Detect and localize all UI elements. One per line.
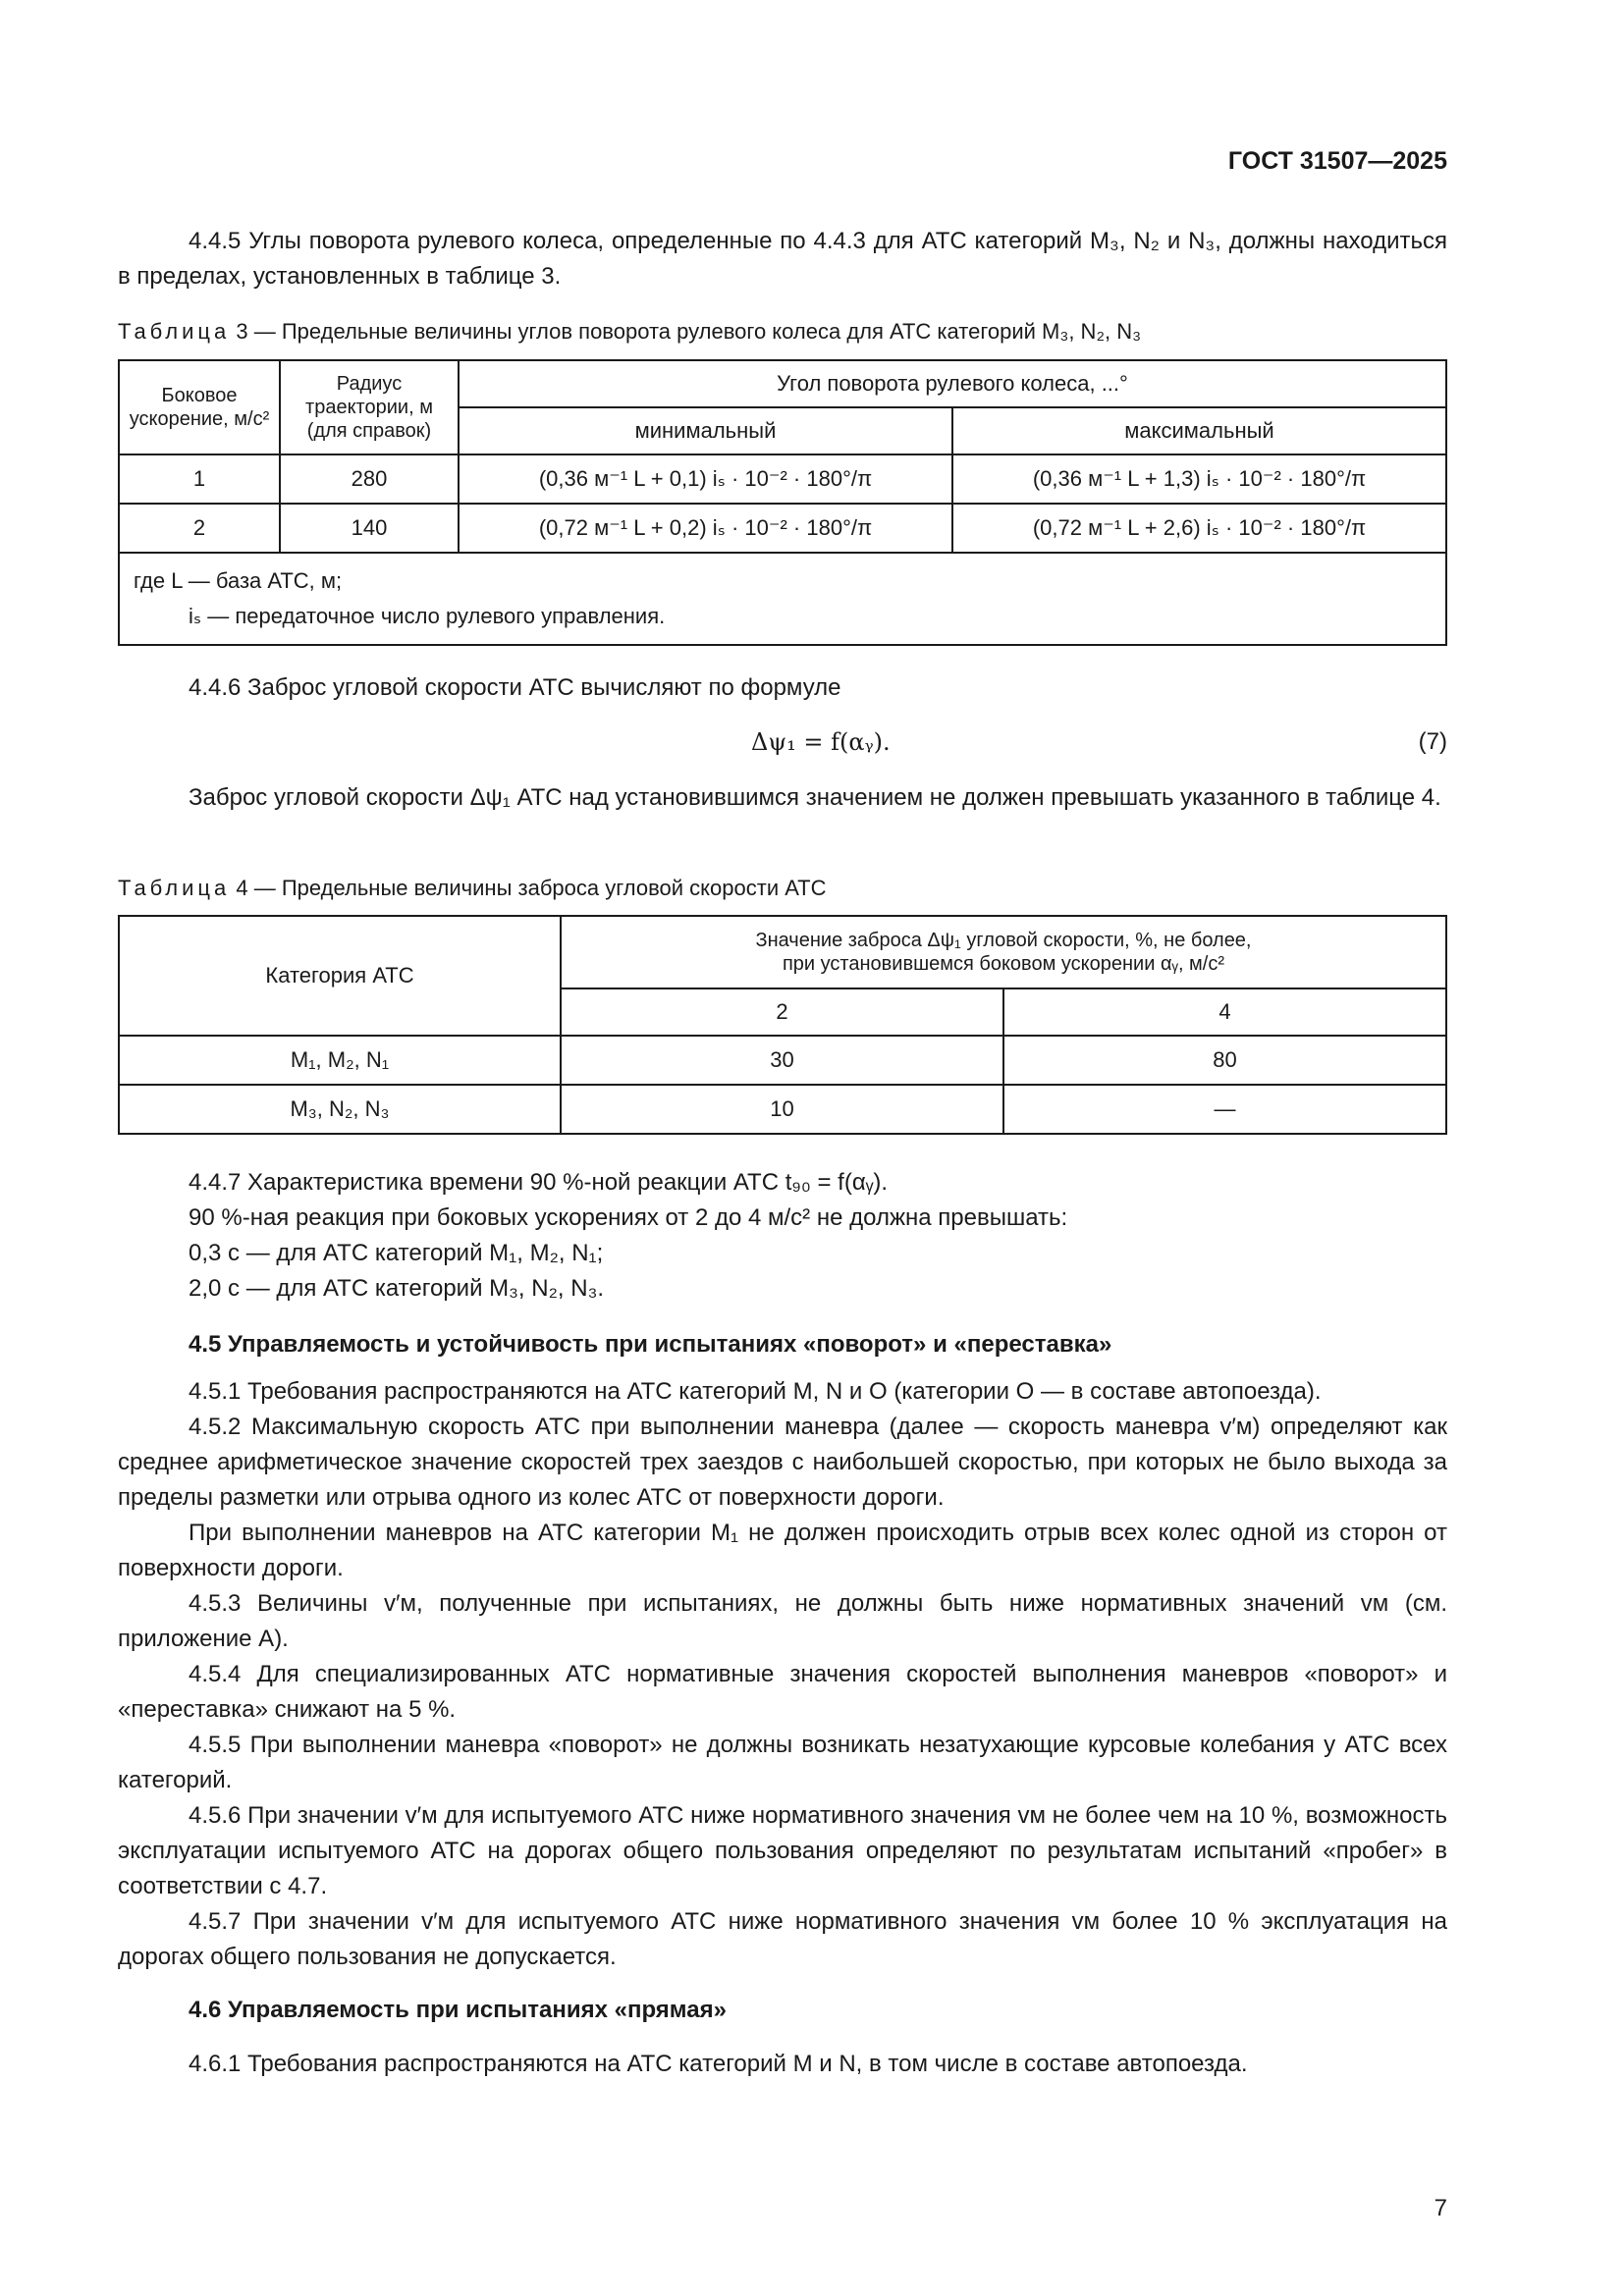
table4-subheader-4: 4 <box>1003 988 1446 1036</box>
table3-header-radius: Радиус траектории, м (для справок) <box>280 360 459 454</box>
table3-note: где L — база АТС, м; iₛ — передаточное число рулевого управления. <box>119 553 1446 645</box>
table4-caption: Таблица 4 — Предельные величины заброса угловой скорости АТС <box>118 876 827 900</box>
heading-4-6: 4.6 Управляемость при испытаниях «прямая» <box>189 1997 727 2023</box>
table4-subheader-2: 2 <box>561 988 1003 1036</box>
paragraph-4-4-5: 4.4.5 Углы поворота рулевого колеса, определенные по 4.4.3 для АТС категорий M₃, N₂ и N₃, должны находиться в пределах, установленных в таблице 3. <box>118 228 1447 290</box>
document-header: ГОСТ 31507—2025 <box>1227 147 1447 175</box>
table3-header-accel: Боковое ускорение, м/с² <box>119 360 280 454</box>
formula-7: Δψ₁ = f(αᵧ). (7) <box>751 728 1447 756</box>
table3 <box>118 359 1447 646</box>
table4-header-category: Категория АТС <box>119 916 561 1036</box>
table-row: 1 280 (0,36 м⁻¹ L + 0,1) iₛ · 10⁻² · 180°/π (0,36 м⁻¹ L + 1,3) iₛ · 10⁻² · 180°/π <box>119 454 1446 504</box>
table3-header-min: минимальный <box>459 407 952 454</box>
paragraph-4-4-6-b: Заброс угловой скорости Δψ₁ АТС над установившимся значением не должен превышать указанного в таблице 4. <box>189 784 1441 811</box>
table4-header-value: Значение заброса Δψ₁ угловой скорости, %, не более, при установившемся боковом ускорении αᵧ, м/с² <box>561 916 1446 988</box>
table4 <box>118 915 1447 1135</box>
section-4-4-7: 4.4.7 Характеристика времени 90 %-ной реакции АТС t₉₀ = f(αᵧ). 90 %-ная реакция при боковых ускорениях от 2 до 4 м/с² не должна превышать: 0,3 с — для АТС категорий M₁, M₂, N₁; 2,0 с — для АТС категорий M₃, N₂, N₃. <box>189 1169 1068 1302</box>
table-row: M₃, N₂, N₃ 10 — <box>119 1085 1446 1134</box>
table-row: M₁, M₂, N₁ 30 80 <box>119 1036 1446 1085</box>
table3-header-max: максимальный <box>952 407 1446 454</box>
table-row: 2 140 (0,72 м⁻¹ L + 0,2) iₛ · 10⁻² · 180°/π (0,72 м⁻¹ L + 2,6) iₛ · 10⁻² · 180°/π <box>119 504 1446 553</box>
table3-header-angle: Угол поворота рулевого колеса, ...° <box>459 360 1446 407</box>
section-4-5: 4.5.1 Требования распространяются на АТС категорий M, N и O (категории O — в составе автопоезда). 4.5.2 Максимальную скорость АТС при выполнении маневра (далее — скорость маневра v′м) определяют как среднее арифметическое значение скоростей трех заездов с наибольшей скоростью, при которых не было выхода за пределы разметки или отрыва одного из колес АТС от поверхности дороги. При выполнении маневров на АТС категории M₁ не должен происходить отрыв всех колес одной из сторон от поверхности дороги. 4.5.3 Величины v′м, полученные при испытаниях, не должны быть ниже нормативных значений vм (см. приложение А). 4.5.4 Для специализированных АТС нормативные значения скоростей выполнения маневров «поворот» и «переставка» снижают на 5 %. 4.5.5 При выполнении маневра «поворот» не должны возникать незатухающие курсовые колебания у АТС всех категорий. 4.5.6 При значении v′м для испытуемого АТС ниже нормативного значения vм не более чем на 10 %, возможность эксплуатации испытуемого АТС на дорогах общего пользования определяют по результатам испытаний «пробег» в соответствии с 4.7. 4.5.7 При значении v′м для испытуемого АТС ниже нормативного значения vм более 10 % эксплуатация на дорогах общего пользования не допускается. <box>118 1378 1447 1970</box>
paragraph-4-6-1: 4.6.1 Требования распространяются на АТС категорий M и N, в том числе в составе автопоезда. <box>189 2051 1248 2077</box>
heading-4-5: 4.5 Управляемость и устойчивость при испытаниях «поворот» и «переставка» <box>189 1331 1112 1358</box>
table3-caption: Таблица 3 — Предельные величины углов поворота рулевого колеса для АТС категорий M₃, N₂, N₃ <box>118 319 1142 344</box>
page-number: 7 <box>1434 2195 1447 2221</box>
paragraph-4-4-6: 4.4.6 Заброс угловой скорости АТС вычисляют по формуле <box>189 674 841 701</box>
